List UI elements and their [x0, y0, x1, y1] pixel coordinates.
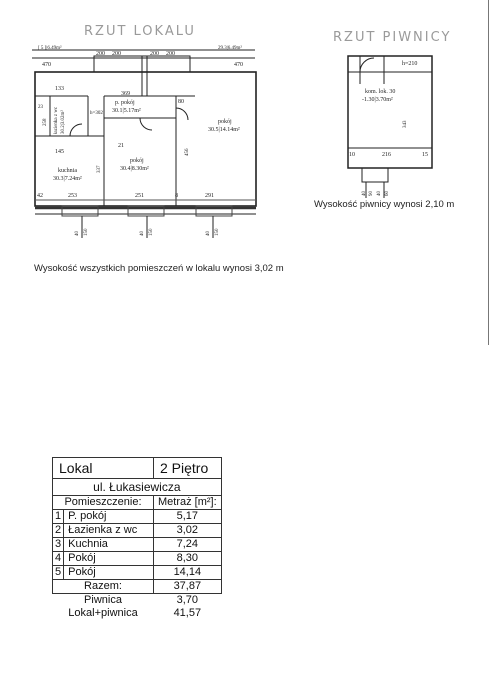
room-name: P. pokój [64, 510, 154, 524]
piwnica-plan-title: RZUT PIWNICY [333, 30, 452, 45]
room-name: Łazienka z wc [64, 524, 154, 538]
window-dim-40-a: 40 [75, 231, 80, 236]
piwnica-floor-plan [340, 50, 440, 200]
h302-label: h=302 [90, 111, 103, 116]
pokoj5-label: pokój [218, 119, 232, 125]
dim-369: 369 [121, 91, 130, 97]
dim-200-a: 200 [96, 51, 105, 57]
piwnica-w40: 40 [362, 191, 367, 196]
dim-456: 456 [185, 148, 190, 156]
room-name: Kuchnia [64, 538, 154, 552]
dim-470-left: 470 [42, 62, 51, 68]
window-dim-40-c: 40 [206, 231, 211, 236]
dim-200-b: 200 [112, 51, 121, 57]
room-name: Pokój [64, 566, 154, 580]
dim-80: 80 [178, 99, 184, 105]
left-area-tag: [ 5 ]|6.49m² [38, 46, 62, 51]
room-area: 3,02 [154, 524, 222, 538]
lokal-label: Lokal [53, 458, 154, 479]
col-header-room: Pomieszczenie: [53, 496, 154, 510]
dim-253: 253 [68, 193, 77, 199]
dim-291: 291 [205, 193, 214, 199]
dim-23: 23 [38, 105, 43, 110]
page-edge-line [488, 0, 489, 345]
total-label: Razem: [53, 580, 154, 594]
pokoj4-area: 30.4|8.30m² [120, 166, 149, 172]
total-value: 37,87 [154, 580, 222, 594]
window-dim-150-a: 150 [84, 228, 89, 236]
piwnica-w40b: 40 [377, 191, 382, 196]
dim-470-right: 470 [234, 62, 243, 68]
piwnica-room-area: -1.30|3.70m² [362, 97, 393, 103]
row-number: 4 [53, 552, 64, 566]
table-row [53, 538, 222, 552]
street-label: ul. Łukasiewicza [53, 479, 222, 496]
row-number: 5 [53, 566, 64, 580]
floor-label: 2 Piętro [154, 458, 222, 479]
piwnica-h210: h=210 [402, 61, 418, 67]
area-summary-table [52, 457, 222, 620]
lokal-floor-plan [0, 38, 270, 238]
table-row [53, 552, 222, 566]
dim-251: 251 [135, 193, 144, 199]
pokoj5-area: 30.5|14.14m² [208, 127, 240, 133]
kuchnia-area: 30.3|7.24m² [53, 176, 82, 182]
piwnica-dim-343: 343 [403, 120, 408, 128]
dim-21: 21 [118, 143, 124, 149]
window-dim-150-c: 150 [215, 228, 220, 236]
row-number: 2 [53, 524, 64, 538]
kuchnia-label: kuchnia [58, 168, 77, 174]
piwnica-label: Piwnica [84, 594, 122, 606]
room-area: 5,17 [154, 510, 222, 524]
lazienka-area: 30.2|3.02m² [61, 110, 66, 134]
dim-145: 145 [55, 149, 64, 155]
row-number: 1 [53, 510, 64, 524]
window-dim-150-b: 150 [149, 228, 154, 236]
dim-133: 133 [55, 86, 64, 92]
row-number: 3 [53, 538, 64, 552]
dim-8: 8 [175, 193, 178, 199]
ppokoj-area: 30.1|5.17m² [112, 108, 141, 114]
table-row [53, 566, 222, 580]
room-name: Pokój [64, 552, 154, 566]
dim-200-c: 200 [150, 51, 159, 57]
combined-value: 41,57 [173, 607, 202, 619]
combined-label: Lokal+piwnica [68, 607, 138, 619]
room-area: 8,30 [154, 552, 222, 566]
ppokoj-label: p. pokój [115, 100, 135, 106]
piwnica-w60: 60 [385, 191, 390, 196]
dim-42: 42 [37, 193, 43, 199]
dim-258: 258 [43, 118, 48, 126]
piwnica-w90: 90 [369, 191, 374, 196]
table-row [53, 510, 222, 524]
piwnica-dim-10: 10 [349, 152, 355, 158]
dim-200-d: 200 [166, 51, 175, 57]
window-dim-40-b: 40 [140, 231, 145, 236]
lokal-height-caption: Wysokość wszystkich pomieszczeń w lokalu wynosi 3,02 m [34, 263, 284, 274]
piwnica-height-caption: Wysokość piwnicy wynosi 2,10 m [314, 199, 455, 210]
piwnica-dim-15: 15 [422, 152, 428, 158]
col-header-area: Metraż [m²]: [154, 496, 222, 510]
piwnica-value: 3,70 [176, 594, 199, 606]
dim-337: 337 [97, 165, 102, 173]
room-area: 14,14 [154, 566, 222, 580]
lokal-plan-title: RZUT LOKALU [84, 24, 196, 39]
table-row [53, 524, 222, 538]
room-area: 7,24 [154, 538, 222, 552]
pokoj4-label: pokój [130, 158, 144, 164]
lazienka-label: łazienka z wc [54, 106, 59, 134]
right-area-tag: 29.3|6.49m² [218, 46, 242, 51]
piwnica-dim-216: 216 [382, 152, 391, 158]
piwnica-room-label: kom. lok. 30 [365, 89, 396, 95]
